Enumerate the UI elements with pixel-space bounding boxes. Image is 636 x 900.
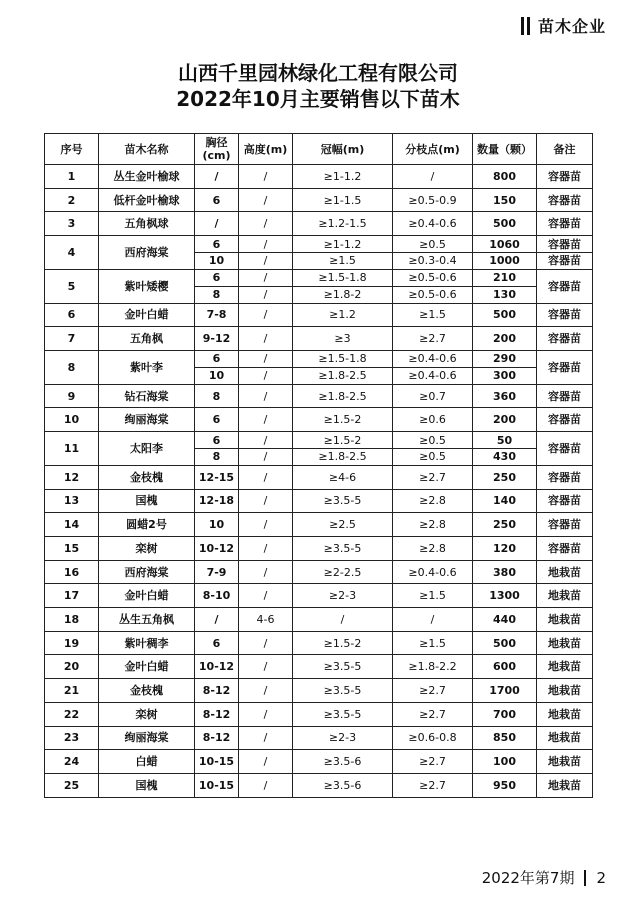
cell-diameter: 8	[195, 449, 239, 466]
cell-branch: ≥2.8	[393, 513, 473, 537]
cell-diameter: 6	[195, 351, 239, 368]
cell-note: 容器苗	[537, 384, 593, 408]
col-header-qty: 数量（颗）	[473, 134, 537, 165]
table-row	[45, 188, 593, 212]
cell-qty: 100	[473, 750, 537, 774]
cell-name: 栾树	[99, 702, 195, 726]
cell-crown: ≥1.8-2.5	[293, 384, 393, 408]
cell-no: 12	[45, 465, 99, 489]
cell-name: 栾树	[99, 537, 195, 561]
cell-height: /	[239, 702, 293, 726]
table-row	[45, 327, 593, 351]
page-subtitle: 2022年10月主要销售以下苗木	[176, 87, 460, 111]
cell-diameter: 10-15	[195, 750, 239, 774]
cell-height: /	[239, 537, 293, 561]
table-row	[45, 560, 593, 584]
table-header-row	[45, 134, 593, 165]
col-header-branch: 分枝点(m)	[393, 134, 473, 165]
cell-qty: 200	[473, 327, 537, 351]
cell-height: /	[239, 408, 293, 432]
cell-no: 20	[45, 655, 99, 679]
cell-name: 西府海棠	[99, 560, 195, 584]
cell-note: 地栽苗	[537, 702, 593, 726]
tag-bar-icon	[521, 17, 524, 35]
table-row	[45, 269, 593, 286]
cell-no: 8	[45, 351, 99, 385]
cell-height: /	[239, 449, 293, 466]
table-row	[45, 773, 593, 797]
cell-note: 地栽苗	[537, 560, 593, 584]
cell-height: /	[239, 367, 293, 384]
cell-note: 容器苗	[537, 432, 593, 466]
cell-branch: ≥0.5	[393, 432, 473, 449]
col-header-name: 苗木名称	[99, 134, 195, 165]
cell-qty: 1060	[473, 236, 537, 253]
cell-branch: ≥2.8	[393, 537, 473, 561]
cell-no: 2	[45, 188, 99, 212]
cell-branch: ≥2.7	[393, 773, 473, 797]
cell-no: 13	[45, 489, 99, 513]
cell-height: /	[239, 631, 293, 655]
cell-no: 14	[45, 513, 99, 537]
cell-qty: 700	[473, 702, 537, 726]
cell-note: 地栽苗	[537, 655, 593, 679]
cell-note: 容器苗	[537, 513, 593, 537]
cell-name: 丛生金叶榆球	[99, 165, 195, 189]
cell-crown: ≥3.5-5	[293, 679, 393, 703]
tag-bar-icon	[527, 17, 530, 35]
cell-diameter: 10	[195, 513, 239, 537]
cell-qty: 300	[473, 367, 537, 384]
cell-qty: 140	[473, 489, 537, 513]
cell-name: 金叶白蜡	[99, 584, 195, 608]
cell-qty: 440	[473, 608, 537, 632]
cell-diameter: /	[195, 212, 239, 236]
cell-name: 紫叶稠李	[99, 631, 195, 655]
cell-note: 容器苗	[537, 408, 593, 432]
cell-diameter: 9-12	[195, 327, 239, 351]
cell-height: /	[239, 351, 293, 368]
cell-diameter: /	[195, 165, 239, 189]
cell-qty: 500	[473, 212, 537, 236]
cell-note: 容器苗	[537, 489, 593, 513]
cell-crown: ≥2-3	[293, 726, 393, 750]
cell-diameter: 10	[195, 367, 239, 384]
cell-height: /	[239, 513, 293, 537]
col-header-note: 备注	[537, 134, 593, 165]
table-row	[45, 408, 593, 432]
cell-crown: ≥3.5-6	[293, 750, 393, 774]
cell-branch: ≥0.5	[393, 449, 473, 466]
cell-diameter: 8-12	[195, 679, 239, 703]
cell-branch: ≥2.8	[393, 489, 473, 513]
cell-qty: 130	[473, 286, 537, 303]
cell-height: /	[239, 432, 293, 449]
cell-crown: ≥1.8-2.5	[293, 367, 393, 384]
cell-name: 国槐	[99, 489, 195, 513]
cell-branch: ≥2.7	[393, 702, 473, 726]
cell-crown: ≥1.5-2	[293, 432, 393, 449]
cell-height: /	[239, 655, 293, 679]
cell-qty: 200	[473, 408, 537, 432]
cell-height: 4-6	[239, 608, 293, 632]
cell-branch: ≥1.5	[393, 303, 473, 327]
cell-height: /	[239, 286, 293, 303]
cell-height: /	[239, 679, 293, 703]
section-tag	[521, 14, 606, 37]
cell-branch: /	[393, 608, 473, 632]
cell-note: 地栽苗	[537, 584, 593, 608]
cell-name: 紫叶李	[99, 351, 195, 385]
cell-branch: ≥0.4-0.6	[393, 560, 473, 584]
cell-note: 地栽苗	[537, 750, 593, 774]
cell-height: /	[239, 750, 293, 774]
cell-note: 地栽苗	[537, 773, 593, 797]
cell-branch: ≥0.5-0.6	[393, 286, 473, 303]
cell-branch: ≥0.5	[393, 236, 473, 253]
cell-qty: 120	[473, 537, 537, 561]
cell-crown: /	[293, 608, 393, 632]
cell-qty: 500	[473, 631, 537, 655]
cell-qty: 1000	[473, 252, 537, 269]
cell-name: 金叶白蜡	[99, 655, 195, 679]
table-row	[45, 631, 593, 655]
cell-name: 国槐	[99, 773, 195, 797]
cell-qty: 290	[473, 351, 537, 368]
cell-diameter: 6	[195, 631, 239, 655]
cell-note: 容器苗	[537, 327, 593, 351]
cell-diameter: 8-10	[195, 584, 239, 608]
cell-branch: ≥0.3-0.4	[393, 252, 473, 269]
cell-qty: 430	[473, 449, 537, 466]
page-title	[0, 60, 636, 112]
cell-name: 五角枫球	[99, 212, 195, 236]
col-header-height: 高度(m)	[239, 134, 293, 165]
cell-name: 五角枫	[99, 327, 195, 351]
table-row	[45, 679, 593, 703]
cell-qty: 1300	[473, 584, 537, 608]
cell-name: 金叶白蜡	[99, 303, 195, 327]
table-row	[45, 165, 593, 189]
cell-qty: 380	[473, 560, 537, 584]
cell-note: 地栽苗	[537, 631, 593, 655]
cell-diameter: 7-8	[195, 303, 239, 327]
cell-height: /	[239, 773, 293, 797]
cell-name: 金枝槐	[99, 679, 195, 703]
issue-label: 2022年第7期	[481, 869, 575, 887]
cell-branch: ≥1.5	[393, 584, 473, 608]
cell-diameter: 7-9	[195, 560, 239, 584]
table-row	[45, 655, 593, 679]
cell-height: /	[239, 384, 293, 408]
cell-branch: ≥0.5-0.6	[393, 269, 473, 286]
cell-diameter: 8	[195, 286, 239, 303]
cell-qty: 950	[473, 773, 537, 797]
cell-diameter: 10-15	[195, 773, 239, 797]
cell-crown: ≥1-1.5	[293, 188, 393, 212]
cell-no: 7	[45, 327, 99, 351]
cell-name: 西府海棠	[99, 236, 195, 270]
seedling-table	[44, 133, 593, 798]
table-row	[45, 351, 593, 368]
page-number: 2	[596, 868, 606, 887]
cell-qty: 800	[473, 165, 537, 189]
col-header-no: 序号	[45, 134, 99, 165]
cell-qty: 500	[473, 303, 537, 327]
table-row	[45, 750, 593, 774]
cell-height: /	[239, 236, 293, 253]
cell-diameter: 10-12	[195, 655, 239, 679]
cell-height: /	[239, 252, 293, 269]
cell-branch: ≥0.6	[393, 408, 473, 432]
cell-height: /	[239, 188, 293, 212]
cell-qty: 360	[473, 384, 537, 408]
cell-branch: ≥0.4-0.6	[393, 212, 473, 236]
table-row	[45, 489, 593, 513]
cell-name: 丛生五角枫	[99, 608, 195, 632]
cell-crown: ≥3.5-5	[293, 537, 393, 561]
cell-height: /	[239, 465, 293, 489]
cell-crown: ≥1.5-2	[293, 408, 393, 432]
cell-branch: ≥0.6-0.8	[393, 726, 473, 750]
table-row	[45, 303, 593, 327]
cell-height: /	[239, 269, 293, 286]
table-row	[45, 537, 593, 561]
cell-branch: ≥2.7	[393, 327, 473, 351]
cell-no: 21	[45, 679, 99, 703]
cell-no: 23	[45, 726, 99, 750]
cell-no: 15	[45, 537, 99, 561]
cell-branch: ≥0.4-0.6	[393, 351, 473, 368]
cell-name: 金枝槐	[99, 465, 195, 489]
cell-qty: 600	[473, 655, 537, 679]
cell-crown: ≥3.5-5	[293, 655, 393, 679]
cell-branch: ≥0.7	[393, 384, 473, 408]
table-row	[45, 212, 593, 236]
cell-crown: ≥1.5-1.8	[293, 269, 393, 286]
cell-height: /	[239, 489, 293, 513]
cell-height: /	[239, 327, 293, 351]
cell-note: 容器苗	[537, 252, 593, 269]
cell-branch: /	[393, 165, 473, 189]
cell-crown: ≥1.8-2.5	[293, 449, 393, 466]
table-row	[45, 608, 593, 632]
table-row	[45, 465, 593, 489]
cell-name: 绚丽海棠	[99, 726, 195, 750]
page-footer	[482, 867, 606, 888]
cell-height: /	[239, 584, 293, 608]
footer-separator	[584, 870, 586, 886]
table-row	[45, 584, 593, 608]
cell-note: 容器苗	[537, 351, 593, 385]
cell-no: 10	[45, 408, 99, 432]
section-tag-label: 苗木企业	[537, 17, 606, 36]
cell-branch: ≥0.5-0.9	[393, 188, 473, 212]
cell-branch: ≥2.7	[393, 750, 473, 774]
table-row	[45, 513, 593, 537]
cell-crown: ≥1-1.2	[293, 236, 393, 253]
cell-no: 5	[45, 269, 99, 303]
table-row	[45, 726, 593, 750]
cell-note: 地栽苗	[537, 608, 593, 632]
cell-note: 容器苗	[537, 212, 593, 236]
cell-no: 4	[45, 236, 99, 270]
cell-crown: ≥1.5-1.8	[293, 351, 393, 368]
cell-crown: ≥3.5-5	[293, 489, 393, 513]
table-row	[45, 702, 593, 726]
cell-diameter: 6	[195, 432, 239, 449]
cell-no: 19	[45, 631, 99, 655]
col-header-crown: 冠幅(m)	[293, 134, 393, 165]
cell-note: 容器苗	[537, 303, 593, 327]
cell-name: 太阳李	[99, 432, 195, 466]
cell-diameter: 10	[195, 252, 239, 269]
cell-qty: 250	[473, 465, 537, 489]
cell-crown: ≥1.5-2	[293, 631, 393, 655]
cell-name: 圆蜡2号	[99, 513, 195, 537]
cell-note: 容器苗	[537, 537, 593, 561]
cell-note: 地栽苗	[537, 726, 593, 750]
table-row	[45, 432, 593, 449]
cell-note: 容器苗	[537, 465, 593, 489]
cell-crown: ≥2-3	[293, 584, 393, 608]
cell-crown: ≥2.5	[293, 513, 393, 537]
cell-crown: ≥1-1.2	[293, 165, 393, 189]
cell-no: 6	[45, 303, 99, 327]
cell-diameter: 6	[195, 408, 239, 432]
cell-crown: ≥1.2	[293, 303, 393, 327]
cell-branch: ≥1.8-2.2	[393, 655, 473, 679]
cell-qty: 1700	[473, 679, 537, 703]
cell-height: /	[239, 165, 293, 189]
cell-name: 低杆金叶榆球	[99, 188, 195, 212]
cell-no: 25	[45, 773, 99, 797]
cell-note: 容器苗	[537, 165, 593, 189]
cell-no: 17	[45, 584, 99, 608]
cell-name: 绚丽海棠	[99, 408, 195, 432]
table-row	[45, 384, 593, 408]
cell-diameter: 8	[195, 384, 239, 408]
cell-crown: ≥1.8-2	[293, 286, 393, 303]
cell-diameter: 6	[195, 236, 239, 253]
cell-no: 3	[45, 212, 99, 236]
cell-name: 钻石海棠	[99, 384, 195, 408]
cell-qty: 210	[473, 269, 537, 286]
table-row	[45, 236, 593, 253]
cell-no: 16	[45, 560, 99, 584]
cell-diameter: 12-15	[195, 465, 239, 489]
cell-branch: ≥2.7	[393, 679, 473, 703]
cell-height: /	[239, 212, 293, 236]
cell-crown: ≥3	[293, 327, 393, 351]
cell-diameter: /	[195, 608, 239, 632]
cell-crown: ≥4-6	[293, 465, 393, 489]
cell-diameter: 12-18	[195, 489, 239, 513]
cell-diameter: 6	[195, 269, 239, 286]
cell-qty: 50	[473, 432, 537, 449]
cell-qty: 250	[473, 513, 537, 537]
cell-crown: ≥1.5	[293, 252, 393, 269]
cell-name: 白蜡	[99, 750, 195, 774]
cell-branch: ≥0.4-0.6	[393, 367, 473, 384]
cell-diameter: 8-12	[195, 726, 239, 750]
cell-diameter: 8-12	[195, 702, 239, 726]
cell-height: /	[239, 303, 293, 327]
cell-no: 1	[45, 165, 99, 189]
cell-no: 18	[45, 608, 99, 632]
cell-diameter: 6	[195, 188, 239, 212]
cell-note: 容器苗	[537, 269, 593, 303]
cell-height: /	[239, 726, 293, 750]
cell-qty: 150	[473, 188, 537, 212]
cell-diameter: 10-12	[195, 537, 239, 561]
cell-branch: ≥1.5	[393, 631, 473, 655]
cell-qty: 850	[473, 726, 537, 750]
cell-crown: ≥1.2-1.5	[293, 212, 393, 236]
cell-crown: ≥3.5-6	[293, 773, 393, 797]
cell-no: 11	[45, 432, 99, 466]
cell-crown: ≥2-2.5	[293, 560, 393, 584]
cell-note: 地栽苗	[537, 679, 593, 703]
cell-name: 紫叶矮樱	[99, 269, 195, 303]
cell-no: 22	[45, 702, 99, 726]
cell-crown: ≥3.5-5	[293, 702, 393, 726]
cell-branch: ≥2.7	[393, 465, 473, 489]
cell-note: 容器苗	[537, 188, 593, 212]
cell-no: 9	[45, 384, 99, 408]
cell-note: 容器苗	[537, 236, 593, 253]
col-header-diameter: 胸径(cm)	[195, 134, 239, 165]
company-name: 山西千里园林绿化工程有限公司	[178, 61, 458, 85]
cell-no: 24	[45, 750, 99, 774]
cell-height: /	[239, 560, 293, 584]
